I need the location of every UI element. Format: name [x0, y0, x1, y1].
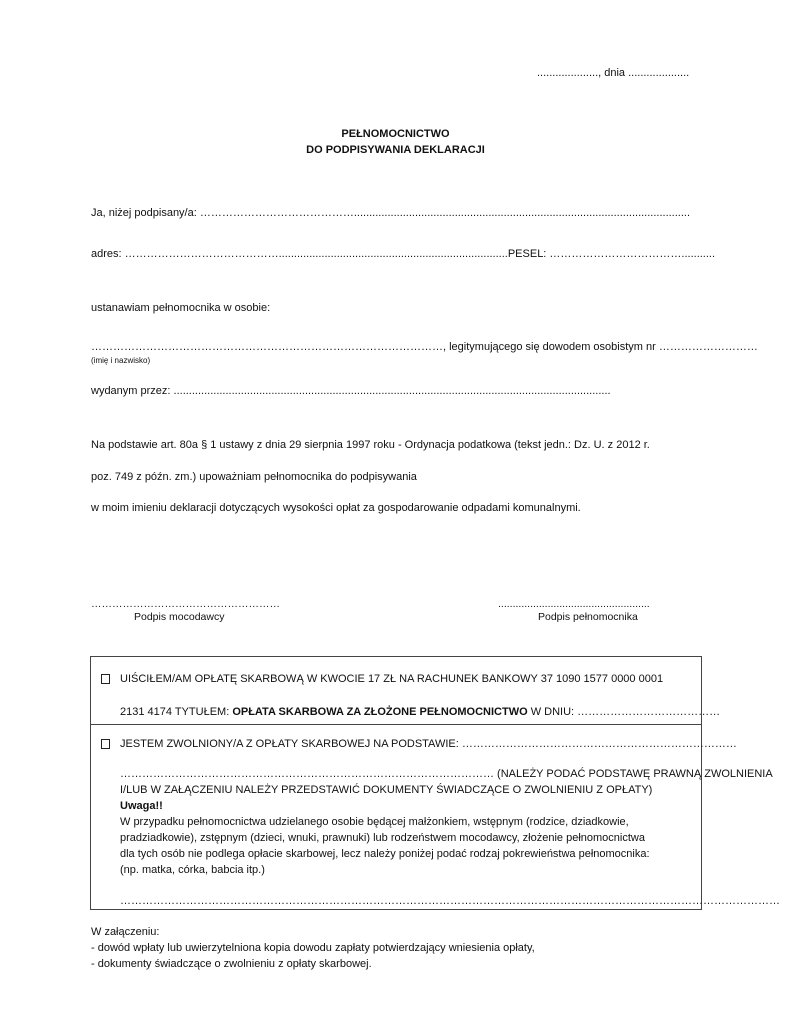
attachments-title: W załączeniu: — [91, 926, 160, 938]
exempt-basis-field[interactable]: ………………………………………………………………………………………… (NALEŻY PODAĆ PODSTAWĘ PRAWNĄ ZWOLNIENIA — [120, 768, 773, 780]
attachment-item-1: - dowód wpłaty lub uwierzytelniona kopia dowodu zapłaty potwierdzający wniesienia opłaty, — [91, 942, 535, 954]
principal-signature-line[interactable]: ……………………………………………… — [91, 598, 280, 610]
note-line-3: dla tych osób nie podlega opłacie skarbowej, lecz należy poniżej podać rodzaj pokrewieństwa pełnomocnika: — [120, 848, 650, 860]
note-line-1: W przypadku pełnomocnictwa udzielanego osobie będącej małżonkiem, wstępnym (rodzice, dziadkowie, — [120, 816, 629, 828]
fee-paid-account-text: 2131 4174 TYTUŁEM: — [120, 706, 233, 718]
fee-exempt-text: JESTEM ZWOLNIONY/A Z OPŁATY SKARBOWEJ NA PODSTAWIE: ………………………………………………………………… — [120, 738, 737, 750]
issued-by-field[interactable]: wydanym przez: ............................................................................................................................................... — [91, 385, 611, 397]
scope-paragraph: w moim imieniu deklaracji dotyczących wysokości opłat za gospodarowanie odpadami komunalnymi. — [91, 502, 581, 514]
address-pesel-field[interactable]: adres: ……………………………………...........................................................................PESEL: ………………………………........... — [91, 248, 716, 260]
fee-paid-title-text: OPŁATA SKARBOWA ZA ZŁOŻONE PEŁNOMOCNICTWO — [232, 706, 528, 718]
place-date-line[interactable]: ...................., dnia .................... — [537, 67, 690, 79]
fee-paid-date-field[interactable]: W DNIU: ………………………………… — [527, 706, 721, 718]
fee-paid-checkbox[interactable] — [101, 674, 110, 684]
proxy-name-caption: (imię i nazwisko) — [91, 356, 151, 365]
fee-exempt-checkbox[interactable] — [101, 739, 110, 749]
fee-box-divider — [90, 724, 702, 725]
document-subtitle: DO PODPISYWANIA DEKLARACJI — [306, 144, 485, 156]
exempt-basis-instruction: I/LUB W ZAŁĄCZENIU NALEŻY PRZEDSTAWIĆ DOKUMENTY ŚWIADCZĄCE O ZWOLNIENIU Z OPŁATY) — [120, 784, 653, 796]
proxy-signature-label: Podpis pełnomocnika — [538, 611, 638, 623]
document-title: PEŁNOMOCNICTWO — [341, 128, 450, 140]
fee-paid-text: UIŚCIŁEM/AM OPŁATĘ SKARBOWĄ W KWOCIE 17 ZŁ NA RACHUNEK BANKOWY 37 1090 1577 0000 0001 — [120, 673, 664, 685]
proxy-name-id-field[interactable]: ……………………………………………………………………………………, legitymującego się dowodem osobistym nr ……………………… — [91, 341, 758, 353]
appoint-text: ustanawiam pełnomocnika w osobie: — [91, 302, 271, 314]
note-line-2: pradziadkowie), zstępnym (dzieci, wnuki, prawnuki) lub rodzeństwem mocodawcy, złożenie pełnomocnictwa — [120, 832, 645, 844]
principal-signature-label: Podpis mocodawcy — [134, 611, 225, 623]
kinship-field[interactable]: ……………………………………………………………………………………………………………………………………………………………… — [120, 895, 780, 907]
note-title: Uwaga!! — [120, 800, 163, 812]
proxy-signature-line[interactable]: .................................................... — [498, 598, 650, 610]
principal-name-field[interactable]: Ja, niżej podpisany/a: …………………………………….............................................................................................................. — [91, 207, 691, 219]
legal-basis-paragraph: Na podstawie art. 80a § 1 ustawy z dnia 29 sierpnia 1997 roku - Ordynacja podatkowa (tekst jedn.: Dz. U. z 2012 r. — [91, 439, 650, 451]
authorization-paragraph: poz. 749 z późn. zm.) upoważniam pełnomocnika do podpisywania — [91, 471, 417, 483]
fee-paid-title-line — [120, 706, 720, 718]
attachment-item-2: - dokumenty świadczące o zwolnieniu z opłaty skarbowej. — [91, 958, 372, 970]
note-line-4: (np. matka, córka, babcia itp.) — [120, 864, 265, 876]
